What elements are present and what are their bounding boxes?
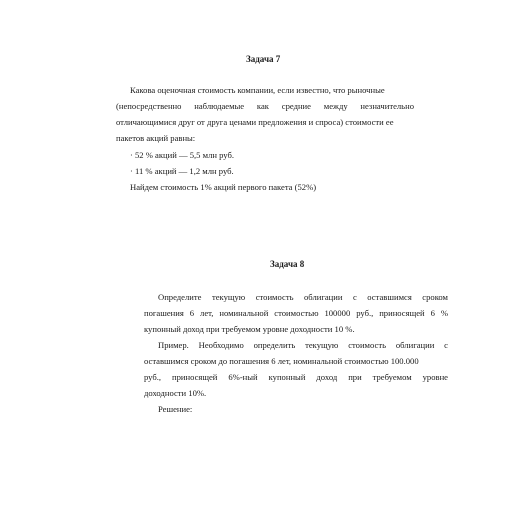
task7-item-1: · 52 % акций — 5,5 млн руб.: [130, 150, 234, 160]
task8-para2-line4: доходности 10%.: [144, 388, 207, 398]
task8-title: Задача 8: [270, 259, 305, 269]
task7-intro-line1: Какова оценочная стоимость компании, если известно, что рыночные: [130, 85, 385, 95]
task8-para1-line1: Определите текущую стоимость облигации с оставшимся сроком: [158, 292, 448, 302]
task7-item-2: · 11 % акций — 1,2 млн руб.: [130, 166, 234, 176]
task7-intro-line2: (непосредственно наблюдаемые как средние между незначительно: [116, 101, 414, 111]
task7-intro-line4: пакетов акций равны:: [116, 133, 196, 143]
task8-para1-line2: погашения 6 лет, номинальной стоимостью 100000 руб., приносящей 6 %: [144, 308, 448, 318]
task7-title: Задача 7: [246, 54, 281, 64]
task7-conclusion: Найдем стоимость 1% акций первого пакета (52%): [130, 182, 317, 192]
task7-intro-line3: отличающимися друг от друга ценами предложения и спроса) стоимости ее: [116, 117, 394, 127]
task8-para1-line3: купонный доход при требуемом уровне доходности 10 %.: [144, 324, 355, 334]
task8-para2-line1: Пример. Необходимо определить текущую стоимость облигации с: [158, 340, 448, 350]
task8-para2-line3: руб., приносящей 6%-ный купонный доход при требуемом уровне: [144, 372, 448, 382]
task8-para2-line2: оставшимся сроком до погашения 6 лет, номинальной стоимостью 100.000: [144, 356, 419, 366]
task8-solution-label: Решение:: [158, 404, 193, 414]
